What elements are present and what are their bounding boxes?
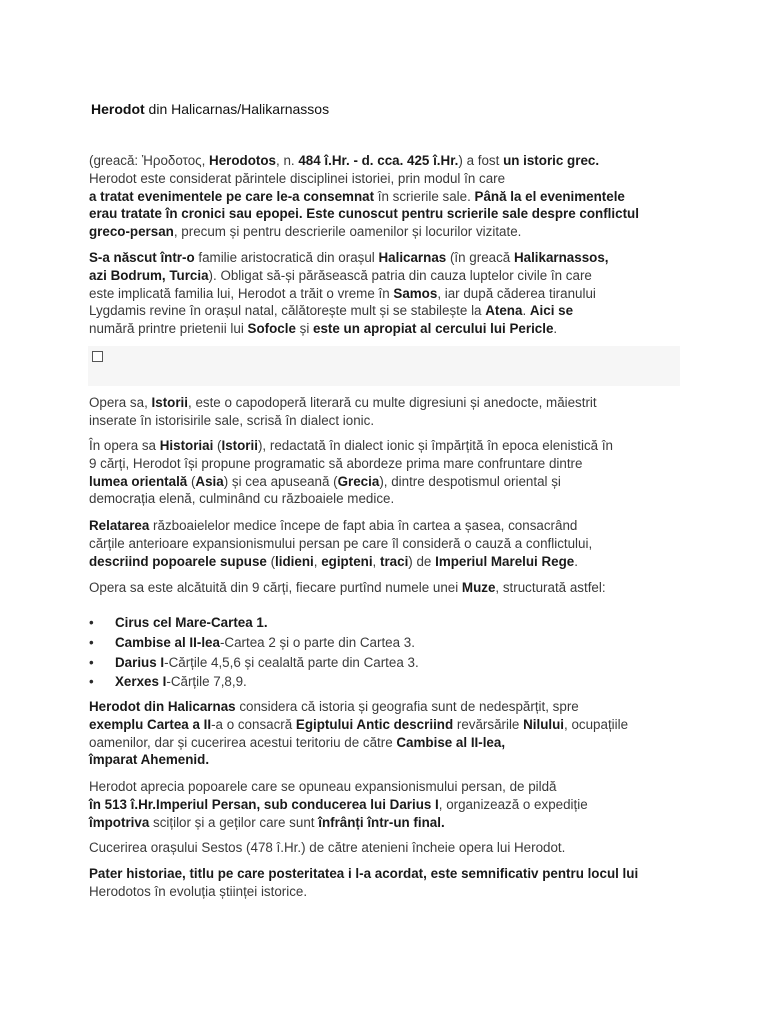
list-item: [89, 672, 419, 692]
text: , organizează o expediție: [438, 796, 588, 812]
text: (greacă: Ἡροδοτος,: [89, 153, 210, 168]
text: Opera sa,: [89, 395, 152, 410]
text: Cirus cel Mare: [115, 615, 207, 630]
text: ), dintre despotismul oriental și: [379, 473, 561, 489]
text: ) a fost: [458, 153, 504, 168]
paragraph-sestos: [89, 839, 689, 857]
text: exemplu Cartea a II: [89, 716, 212, 732]
text: în 513 î.Hr.Imperiul Persan, sub conducerea lui Darius I: [89, 796, 439, 812]
text: Sofocle: [247, 321, 296, 337]
text: traci: [380, 553, 409, 569]
text: Xerxes I: [115, 674, 167, 690]
paragraph-expansion: [89, 778, 689, 831]
page-title: [91, 100, 329, 118]
text: în scrierile sale.: [374, 188, 475, 204]
list-item: [89, 653, 419, 673]
text: împotriva: [89, 814, 150, 830]
text: -Cărțile 7,8,9.: [166, 674, 247, 690]
text: inserate în istorisirile sale, scrisă în dialect ionic.: [89, 412, 375, 428]
list-item: [89, 613, 419, 633]
text: Herodotos în evoluția științei istorice.: [89, 883, 308, 899]
text: Cambise al II-lea: [115, 634, 220, 650]
text: , precum și pentru descrierile oamenilor și locurilor vizitate.: [173, 224, 522, 240]
text: Cambise al II-lea,: [396, 734, 506, 750]
text: ), redactată în dialect ionic și împărțită în epoca elenistică în: [257, 438, 614, 453]
text: Nilului: [523, 716, 565, 732]
text: azi Bodrum, Turcia: [89, 267, 209, 283]
text: -Cartea 1.: [206, 615, 268, 630]
text: Atena: [485, 303, 523, 319]
bullet-icon: •: [89, 674, 94, 690]
text: -Cărțile 4,5,6 și cealaltă parte din Cartea 3.: [164, 654, 419, 670]
text: numără printre prietenii lui: [89, 321, 248, 337]
text: 9 cărți, Herodot își propune programatic să abordeze prima mare confruntare dintre: [89, 455, 583, 471]
paragraph-opera: [89, 394, 689, 430]
text: Halicarnas: [378, 250, 447, 265]
text: , iar după căderea tiranului: [437, 285, 596, 301]
text: Lygdamis revine în orașul natal, călătorește mult și se stabilește la: [89, 303, 486, 319]
text: .: [522, 303, 530, 319]
text: cărțile anterioare expansionismului persan pe care îl consideră o cauză a conflictului,: [89, 535, 593, 551]
text: egipteni: [321, 553, 373, 569]
bullet-icon: •: [89, 615, 94, 630]
text: ) și cea apuseană (: [223, 473, 338, 489]
text: ) de: [408, 553, 436, 569]
text: .: [574, 553, 578, 569]
text: ,: [313, 553, 322, 569]
text: .: [553, 321, 558, 337]
text: este un apropiat al cercului lui Pericle: [313, 321, 554, 337]
text: Istorii: [151, 395, 188, 410]
text: Cucerirea orașului Sestos (478 î.Hr.) de către atenieni încheie opera lui Herodot.: [89, 840, 566, 855]
text: Grecia: [337, 473, 380, 489]
text: războaielelor medice începe de fapt abia în cartea a șasea, consacrând: [149, 518, 578, 533]
text: Herodot din Halicarnas: [89, 699, 236, 714]
text: înfrânți într-un final.: [318, 814, 445, 830]
text: S-a născut într-o: [89, 250, 195, 265]
text: Imperiul Marelui Rege: [435, 553, 575, 569]
text: Muze: [461, 580, 496, 595]
text: Opera sa este alcătuită din 9 cărți, fiecare purtînd numele unei: [89, 580, 462, 595]
text: un istoric grec.: [503, 153, 600, 168]
text: ). Obligat să-și părăsească patria din cauza luptelor civile în care: [208, 267, 592, 283]
text: Halikarnassos,: [513, 250, 609, 265]
paragraph-relatarea: [89, 517, 689, 570]
text: Istorii: [221, 438, 258, 453]
text: -a o consacră: [211, 716, 296, 732]
text: oamenilor, dar și cucerirea acestui teritoriu de către: [89, 734, 397, 750]
text: Relatarea: [89, 518, 150, 533]
text: Herodot aprecia popoarele care se opuneau expansionismului persan, de pildă: [89, 779, 557, 794]
text: Samos: [393, 285, 438, 301]
text: Asia: [195, 473, 224, 489]
text: și: [295, 321, 314, 337]
text: a tratat evenimentele pe care le-a consemnat: [89, 188, 375, 204]
text: Darius I: [115, 654, 165, 670]
text: 484 î.Hr. - d. cca. 425 î.Hr.: [298, 153, 459, 168]
text: lumea orientală: [89, 473, 188, 489]
text: , ocupațiile: [564, 716, 629, 732]
text: descriind popoarele supuse: [89, 553, 267, 569]
bullet-icon: •: [89, 654, 94, 670]
title-rest: din Halicarnas/Halikarnassos: [144, 101, 330, 117]
text: Până la el evenimentele: [474, 188, 625, 204]
text: , structurată astfel:: [495, 580, 606, 595]
text: Pater historiae, titlu pe care posteritatea i l-a acordat, este semnificativ pentru locul lui: [89, 866, 639, 881]
text: lidieni: [275, 553, 314, 569]
broken-image-icon: [92, 351, 103, 362]
text: erau tratate în cronici sau epopei. Este cunoscut pentru scrierile sale despre conflictul: [89, 206, 639, 222]
text: În opera sa: [89, 438, 160, 453]
text: (: [266, 553, 276, 569]
text: (în greacă: [446, 250, 514, 265]
list-item: [89, 633, 419, 653]
title-bold: Herodot: [91, 101, 145, 117]
text: Historiai: [159, 438, 214, 453]
text: Herodotos: [209, 153, 277, 168]
text: Aici se: [529, 303, 574, 319]
text: considera că istoria și geografia sunt de nedespărțit, spre: [235, 699, 579, 714]
text: ,: [372, 553, 380, 569]
text: Egiptului Antic descriind: [295, 716, 454, 732]
text: (: [187, 473, 196, 489]
books-list: [89, 613, 419, 692]
paragraph-historiai: [89, 437, 689, 508]
text: este implicată familia lui, Herodot a trăit o vreme în: [89, 285, 394, 301]
text: democrația elenă, culminând cu războaiele medice.: [89, 491, 395, 507]
text: , n.: [276, 153, 299, 168]
text: , este o capodoperă literară cu multe digresiuni și anedocte, măiestrit: [188, 395, 597, 410]
embedded-image-placeholder: [88, 346, 680, 386]
paragraph-structure: [89, 579, 689, 597]
text: revărsările: [453, 716, 524, 732]
paragraph-pater: [89, 865, 689, 901]
text: -Cartea 2 și o parte din Cartea 3.: [219, 634, 415, 650]
paragraph-intro: [89, 152, 689, 241]
text: Herodot este considerat părintele disciplinei istoriei, prin modul în care: [89, 170, 506, 186]
text: greco-persan: [89, 224, 174, 240]
text: familie aristocratică din orașul: [194, 250, 379, 265]
text: împarat Ahemenid.: [89, 752, 210, 768]
text: (: [213, 438, 222, 453]
bullet-icon: •: [89, 634, 94, 650]
paragraph-birth: [89, 249, 689, 338]
paragraph-geography: [89, 698, 689, 769]
text: sciților și a geților care sunt: [149, 814, 319, 830]
